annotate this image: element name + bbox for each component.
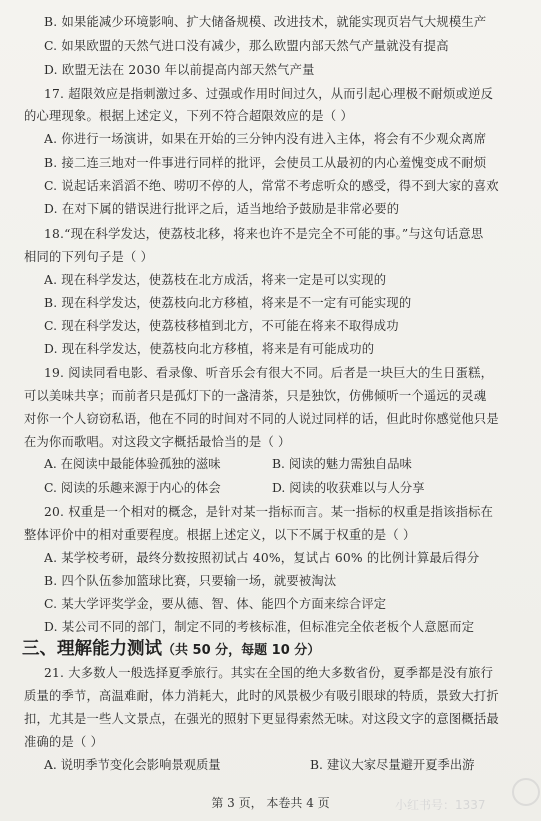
q18-option-a: A. 现在科学发达，使荔枝在北方成活，将来一定是可以实现的 (44, 273, 387, 287)
q20-stem-line1: 20. 权重是一个相对的概念，是针对某一指标而言。某一指标的权重是指该指标在 (44, 505, 494, 519)
q21-stem-line3: 扣，尤其是一些人文景点，在强光的照射下更显得索然无味。对这段文字的意图概括最 (24, 712, 499, 726)
q18-option-d: D. 现在科学发达，使荔枝向北方移植，将来是有可能成功的 (44, 342, 375, 356)
section-title: 三、理解能力测试 (22, 639, 162, 659)
q20-option-a: A. 某学校考研，最终分数按照初试占 40%，复试占 60% 的比例计算最后得分 (44, 551, 480, 565)
watermark-logo-icon (512, 778, 540, 806)
q20-stem-line2: 整体评价中的相对重要程度。根据上述定义，以下不属于权重的是（ ） (24, 528, 416, 542)
q21-option-b: B. 建议大家尽量避开夏季出游 (310, 758, 475, 772)
q19-stem-line2: 可以美味共享；而前者只是孤灯下的一盏清茶，只是独饮，仿佛倾听一个遥远的灵魂 (24, 389, 487, 403)
q19-option-c: C. 阅读的乐趣来源于内心的体会 (44, 481, 221, 495)
q19-stem-line4: 在为你而歌唱。对这段文字概括最恰当的是（ ） (24, 435, 291, 449)
q17-option-c: C. 说起话来滔滔不绝、唠叨不停的人，常常不考虑听众的感受，得不到大家的喜欢 (44, 179, 499, 193)
q17-option-b: B. 接二连三地对一件事进行同样的批评，会使员工从最初的内心羞愧变成不耐烦 (44, 156, 487, 170)
q18-option-c: C. 现在科学发达，使荔枝移植到北方，不可能在将来不取得成功 (44, 319, 399, 333)
q16-option-d: D. 欧盟无法在 2030 年以前提高内部天然气产量 (44, 63, 315, 77)
q17-option-d: D. 在对下属的错误进行批评之后，适当地给予鼓励是非常必要的 (44, 202, 400, 216)
q17-option-a: A. 你进行一场演讲，如果在开始的三分钟内没有进入主体，将会有不少观众离席 (44, 132, 487, 146)
section-heading (22, 635, 320, 660)
q16-option-c: C. 如果欧盟的天然气进口没有减少，那么欧盟内部天然气产量就没有提高 (44, 39, 449, 53)
q18-stem-line1: 18.“现在科学发达，使荔枝北移，将来也许不是完全不可能的事。”与这句话意思 (44, 227, 484, 241)
q21-stem-line4: 准确的是（ ） (24, 735, 104, 749)
q20-option-b: B. 四个队伍参加篮球比赛，只要输一场，就要被淘汰 (44, 574, 337, 588)
q19-stem-line1: 19. 阅读同看电影、看录像、听音乐会有很大不同。后者是一块巨大的生日蛋糕， (44, 366, 494, 380)
q21-option-a: A. 说明季节变化会影响景观质量 (44, 758, 221, 772)
q18-option-b: B. 现在科学发达，使荔枝向北方移植，将来是不一定有可能实现的 (44, 296, 412, 310)
q19-option-d: D. 阅读的收获难以与人分享 (272, 481, 425, 495)
q17-stem-line1: 17. 超限效应是指刺激过多、过强或作用时间过久，从而引起心理极不耐烦或逆反 (44, 87, 494, 101)
q18-stem-line2: 相同的下列句子是（ ） (24, 250, 154, 264)
q21-stem-line2: 质量的季节，高温难耐，体力消耗大，此时的风景极少有吸引眼球的特质，景致大打折 (24, 689, 499, 703)
q19-option-a: A. 在阅读中最能体验孤独的滋味 (44, 457, 221, 471)
q19-option-b: B. 阅读的魅力需独自品味 (272, 457, 412, 471)
page-footer: 第 3 页， 本卷共 4 页 (211, 796, 330, 810)
section-subtitle: （共 50 分，每题 10 分） (162, 643, 321, 658)
q20-option-c: C. 某大学评奖学金，要从德、智、体、能四个方面来综合评定 (44, 597, 387, 611)
q16-option-b: B. 如果能减少环境影响、扩大储备规模、改进技术，就能实现页岩气大规模生产 (44, 15, 487, 29)
q20-option-d: D. 某公司不同的部门，制定不同的考核标准，但标准完全依老板个人意愿而定 (44, 620, 475, 634)
q17-stem-line2: 的心理现象。根据上述定义，下列不符合超限效应的是（ ） (24, 109, 354, 123)
q21-stem-line1: 21. 大多数人一般选择夏季旅行。其实在全国的绝大多数省份，夏季都是没有旅行 (44, 666, 494, 680)
watermark-text: 小红书号：1337 (395, 798, 486, 812)
q19-stem-line3: 对你一个人窃窃私语，他在不同的时间对不同的人说过同样的话，但此时你感觉他只是 (24, 412, 499, 426)
